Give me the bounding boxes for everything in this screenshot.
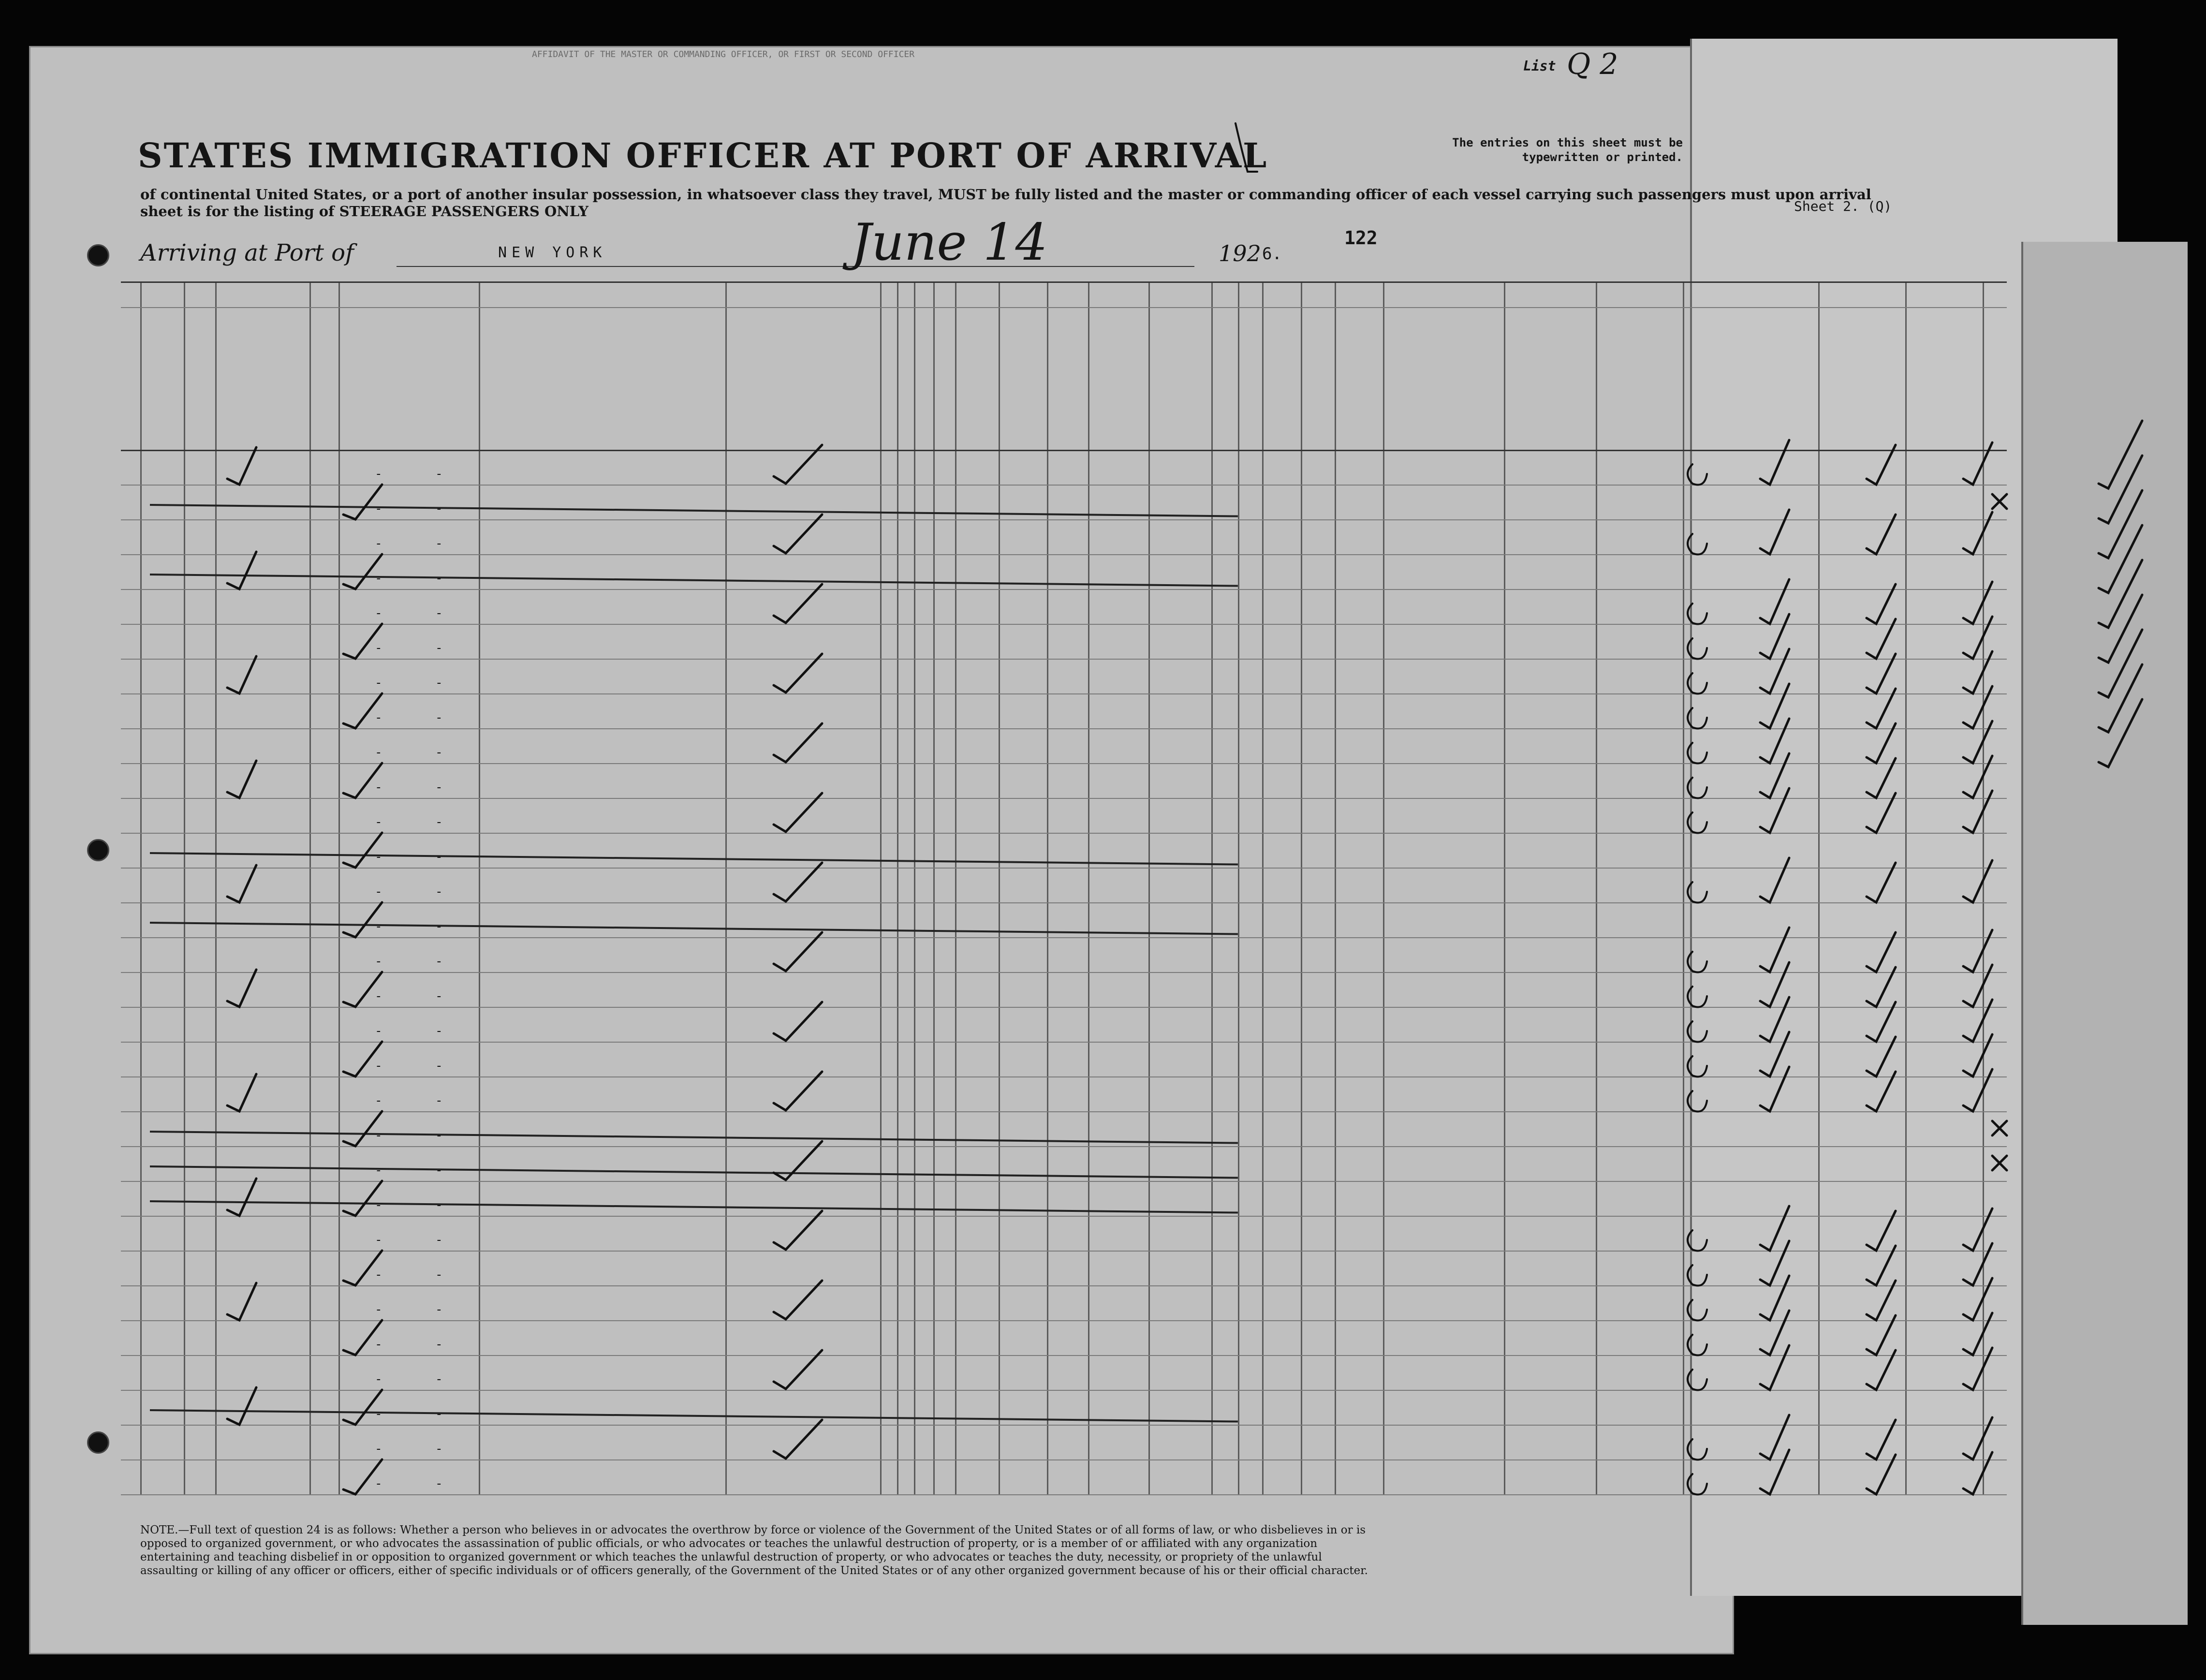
checkmark-stroke	[774, 654, 822, 693]
checkmark-stroke	[343, 1459, 382, 1494]
checkmark-stroke	[1963, 756, 1992, 798]
checkmark-stroke	[227, 1283, 256, 1320]
checkmark-stroke	[227, 1387, 256, 1425]
checkmark-stroke	[1760, 1415, 1789, 1459]
checkmark-stroke	[1688, 987, 1707, 1007]
dash-mark: -	[375, 780, 382, 795]
dash-mark: -	[375, 1163, 382, 1178]
checkmark-stroke	[1688, 812, 1707, 833]
checkmark-stroke	[1867, 1315, 1896, 1355]
checkmark-stroke	[1963, 930, 1992, 972]
checkmark-stroke	[227, 447, 256, 485]
checkmark-stroke	[1867, 1246, 1896, 1285]
checkmark-stroke	[343, 1042, 382, 1076]
checkmark-stroke	[1688, 1370, 1707, 1390]
checkmark-stroke	[1688, 778, 1707, 798]
checkmark-stroke	[1688, 604, 1707, 624]
checkmark-stroke	[774, 584, 822, 623]
checkmark-stroke	[1992, 1121, 2007, 1135]
checkmark-stroke	[1760, 440, 1789, 485]
checkmark-stroke	[227, 1074, 256, 1111]
dash-mark: -	[435, 1442, 443, 1456]
checkmark-stroke	[774, 723, 822, 762]
dash-mark: -	[435, 641, 443, 655]
checkmark-stroke	[1688, 1021, 1707, 1042]
checkmark-stroke	[1963, 686, 1992, 728]
checkmark-stroke	[343, 1251, 382, 1285]
checkmark-stroke	[343, 485, 382, 519]
dash-mark: -	[375, 641, 382, 655]
checkmark-stroke	[1867, 758, 1896, 798]
checkmark-stroke	[1867, 689, 1896, 728]
checkmark-stroke	[774, 1002, 822, 1041]
dash-mark: -	[435, 815, 443, 829]
checkmark-stroke	[343, 833, 382, 868]
checkmark-stroke	[1963, 860, 1992, 902]
checkmark-stroke	[774, 515, 822, 553]
checkmark-stroke	[227, 865, 256, 902]
dash-mark: -	[375, 1337, 382, 1352]
checkmark-stroke	[1688, 1335, 1707, 1356]
dash-mark: -	[375, 1233, 382, 1247]
dash-mark: -	[435, 1476, 443, 1491]
checkmark-stroke	[1688, 1474, 1707, 1495]
checkmark-stroke	[774, 445, 822, 484]
checkmark-stroke	[1867, 932, 1896, 972]
checkmark-stroke	[1963, 1278, 1992, 1320]
dash-mark: -	[375, 919, 382, 934]
checkmark-stroke	[1867, 967, 1896, 1007]
dash-mark: -	[435, 1337, 443, 1352]
checkmark-stroke	[1760, 510, 1789, 554]
checkmark-stroke	[774, 1072, 822, 1110]
checkmark-stroke	[343, 554, 382, 589]
year-prefix: 192	[1219, 240, 1261, 266]
checkmark-stroke	[1867, 619, 1896, 659]
checkmark-stroke	[1688, 673, 1707, 694]
checkmark-stroke	[343, 693, 382, 728]
checkmark-stroke	[1992, 494, 2007, 509]
year-suffix: 6.	[1262, 244, 1282, 264]
checkmark-stroke	[343, 1181, 382, 1216]
checkmark-stroke	[1867, 1420, 1896, 1459]
checkmark-stroke	[1688, 952, 1707, 973]
checkmark-stroke	[774, 793, 822, 832]
footnote: NOTE.—Full text of question 24 is as follows: Whether a person who believes in or advocates the overthrow by force or violence of the Government of the United States or of all forms of law, or who disbelieves in or is opposed to organized government, or who advocates the assassination of public officials, or who advocates or teaches the unlawful destruction of property, or is a member of or affiliated with any organization entertaining and teaching disbelief in or opposition to organized government or which teaches the unlawful destruction of property, or who advocates or teaches the duty, necessity, or propriety of the unlawful assaulting or killing of any officer or officers, either of specific individuals or of officers generally, of the Government of the United States or of any other organized government because of his or their official character.	[140, 1524, 1368, 1577]
checkmark-stroke	[1963, 965, 1992, 1007]
checkmark-stroke	[1963, 1348, 1992, 1390]
dash-mark: -	[375, 710, 382, 725]
dash-mark: -	[375, 467, 382, 481]
dash-mark: -	[375, 745, 382, 760]
checkmark-stroke	[1688, 1091, 1707, 1112]
list-number: Q 2	[1567, 47, 1618, 81]
entries-notice: The entries on this sheet must be typewritten or printed.	[1452, 136, 1683, 164]
dash-mark: -	[435, 1093, 443, 1108]
checkmark-stroke	[1760, 928, 1789, 972]
checkmark-stroke	[1867, 1002, 1896, 1042]
checkmark-stroke	[774, 1211, 822, 1250]
checkmark-stroke	[1963, 1069, 1992, 1111]
dash-mark: -	[375, 954, 382, 969]
dash-mark: -	[435, 780, 443, 795]
checkmark-stroke	[1760, 858, 1789, 902]
dash-mark: -	[435, 989, 443, 1003]
checkmark-stroke	[1867, 515, 1896, 554]
checkmark-stroke	[1963, 512, 1992, 554]
checkmark-stroke	[1688, 534, 1707, 555]
checkmark-stroke	[1963, 1417, 1992, 1459]
dash-mark: -	[435, 606, 443, 620]
form-title: STATES IMMIGRATION OFFICER AT PORT OF ARRIVAL	[138, 135, 1268, 176]
stamp-number: 122	[1344, 227, 1378, 249]
checkmark-stroke	[1760, 1206, 1789, 1251]
checkmark-stroke	[1867, 654, 1896, 693]
dash-mark: -	[375, 571, 382, 586]
checkmark-stroke	[1963, 1313, 1992, 1355]
checkmark-stroke	[1963, 1000, 1992, 1042]
dash-mark: -	[375, 989, 382, 1003]
checkmark-stroke	[1235, 123, 1257, 172]
dash-mark: -	[435, 1267, 443, 1282]
checkmark-stroke	[227, 970, 256, 1007]
checkmark-stroke	[774, 1281, 822, 1319]
checkmark-stroke	[1867, 584, 1896, 624]
checkmark-stroke	[1963, 1452, 1992, 1494]
checkmark-stroke	[774, 1420, 822, 1459]
instruction-line-1: of continental United States, or a port of another insular possession, in whatsoever class they travel, MUST be fully listed and the master or commanding officer of each vessel carrying such passengers must upon arrival	[140, 186, 1871, 203]
checkmark-stroke	[774, 863, 822, 901]
checkmark-stroke	[1867, 445, 1896, 485]
checkmark-stroke	[774, 1141, 822, 1180]
dash-mark: -	[375, 1128, 382, 1143]
dash-mark: -	[375, 1407, 382, 1421]
dash-mark: -	[435, 676, 443, 690]
dash-mark: -	[375, 536, 382, 551]
checkmark-stroke	[1963, 1034, 1992, 1076]
checkmark-stroke	[1688, 1300, 1707, 1321]
dash-mark: -	[435, 954, 443, 969]
checkmark-stroke	[1688, 882, 1707, 903]
checkmark-stroke	[1963, 721, 1992, 763]
dash-mark: -	[435, 745, 443, 760]
dash-mark: -	[375, 1302, 382, 1317]
checkmark-stroke	[1688, 743, 1707, 764]
dash-mark: -	[375, 1372, 382, 1386]
checkmark-stroke	[1963, 442, 1992, 485]
checkmark-stroke	[1992, 1156, 2007, 1170]
dash-mark: -	[435, 1024, 443, 1038]
dash-mark: -	[375, 884, 382, 899]
checkmark-stroke	[1867, 1037, 1896, 1076]
checkmark-stroke	[1760, 579, 1789, 624]
checkmark-stroke	[1688, 708, 1707, 729]
dash-mark: -	[375, 1267, 382, 1282]
checkmark-stroke	[1867, 863, 1896, 902]
dash-mark: -	[435, 1233, 443, 1247]
checkmark-stroke	[227, 1179, 256, 1216]
list-label: List	[1523, 58, 1556, 74]
dash-mark: -	[375, 850, 382, 864]
checkmark-stroke	[343, 1111, 382, 1146]
checkmark-stroke	[1688, 638, 1707, 659]
checkmark-stroke	[1963, 791, 1992, 833]
dash-mark: -	[375, 815, 382, 829]
checkmark-stroke	[1867, 1072, 1896, 1111]
sheet-label: Sheet 2. (Q)	[1794, 198, 1892, 214]
checkmark-stroke	[1688, 1439, 1707, 1460]
checkmark-stroke	[1688, 1056, 1707, 1077]
arriving-label: Arriving at Port of	[140, 239, 354, 266]
port-value: NEW YORK	[498, 244, 607, 261]
checkmark-stroke	[1867, 1211, 1896, 1251]
checkmark-stroke	[343, 1390, 382, 1425]
checkmark-stroke	[1867, 1350, 1896, 1390]
dash-mark: -	[375, 606, 382, 620]
dash-mark: -	[435, 884, 443, 899]
dash-mark: -	[435, 1302, 443, 1317]
dash-mark: -	[375, 1198, 382, 1212]
checkmark-stroke	[1963, 582, 1992, 624]
dash-mark: -	[375, 501, 382, 516]
checkmark-stroke	[343, 763, 382, 798]
checkmark-stroke	[1963, 651, 1992, 693]
dash-mark: -	[435, 1059, 443, 1073]
checkmark-stroke	[227, 761, 256, 798]
handwritten-date: June 14	[851, 213, 1048, 272]
checkmark-stroke	[2099, 421, 2142, 488]
checkmark-stroke	[1963, 1243, 1992, 1285]
dash-mark: -	[375, 1476, 382, 1491]
dash-mark: -	[435, 536, 443, 551]
checkmark-stroke	[343, 902, 382, 937]
checkmark-stroke	[774, 932, 822, 971]
dash-mark: -	[435, 710, 443, 725]
dash-mark: -	[375, 1059, 382, 1073]
instruction-line-2: sheet is for the listing of STEERAGE PASSENGERS ONLY	[140, 203, 588, 220]
checkmark-stroke	[1867, 723, 1896, 763]
checkmark-stroke	[343, 1320, 382, 1355]
checkmark-stroke	[1963, 1208, 1992, 1251]
checkmark-stroke	[1688, 1265, 1707, 1286]
checkmark-stroke	[1867, 793, 1896, 833]
dash-mark: -	[435, 1372, 443, 1386]
checkmark-stroke	[1688, 464, 1707, 485]
dash-mark: -	[375, 1024, 382, 1038]
checkmark-stroke	[1867, 1281, 1896, 1320]
checkmark-stroke	[227, 656, 256, 693]
dash-mark: -	[435, 467, 443, 481]
checkmark-stroke	[1688, 1230, 1707, 1251]
dash-mark: -	[375, 1442, 382, 1456]
checkmark-stroke	[343, 972, 382, 1007]
dash-mark: -	[375, 1093, 382, 1108]
checkmark-stroke	[343, 624, 382, 659]
affidavit-faint-header: AFFIDAVIT OF THE MASTER OR COMMANDING OFFICER, OR FIRST OR SECOND OFFICER	[532, 49, 915, 59]
checkmark-stroke	[1963, 617, 1992, 659]
checkmark-stroke	[227, 552, 256, 589]
checkmark-stroke	[1867, 1455, 1896, 1494]
checkmark-stroke	[774, 1350, 822, 1389]
dash-mark: -	[375, 676, 382, 690]
